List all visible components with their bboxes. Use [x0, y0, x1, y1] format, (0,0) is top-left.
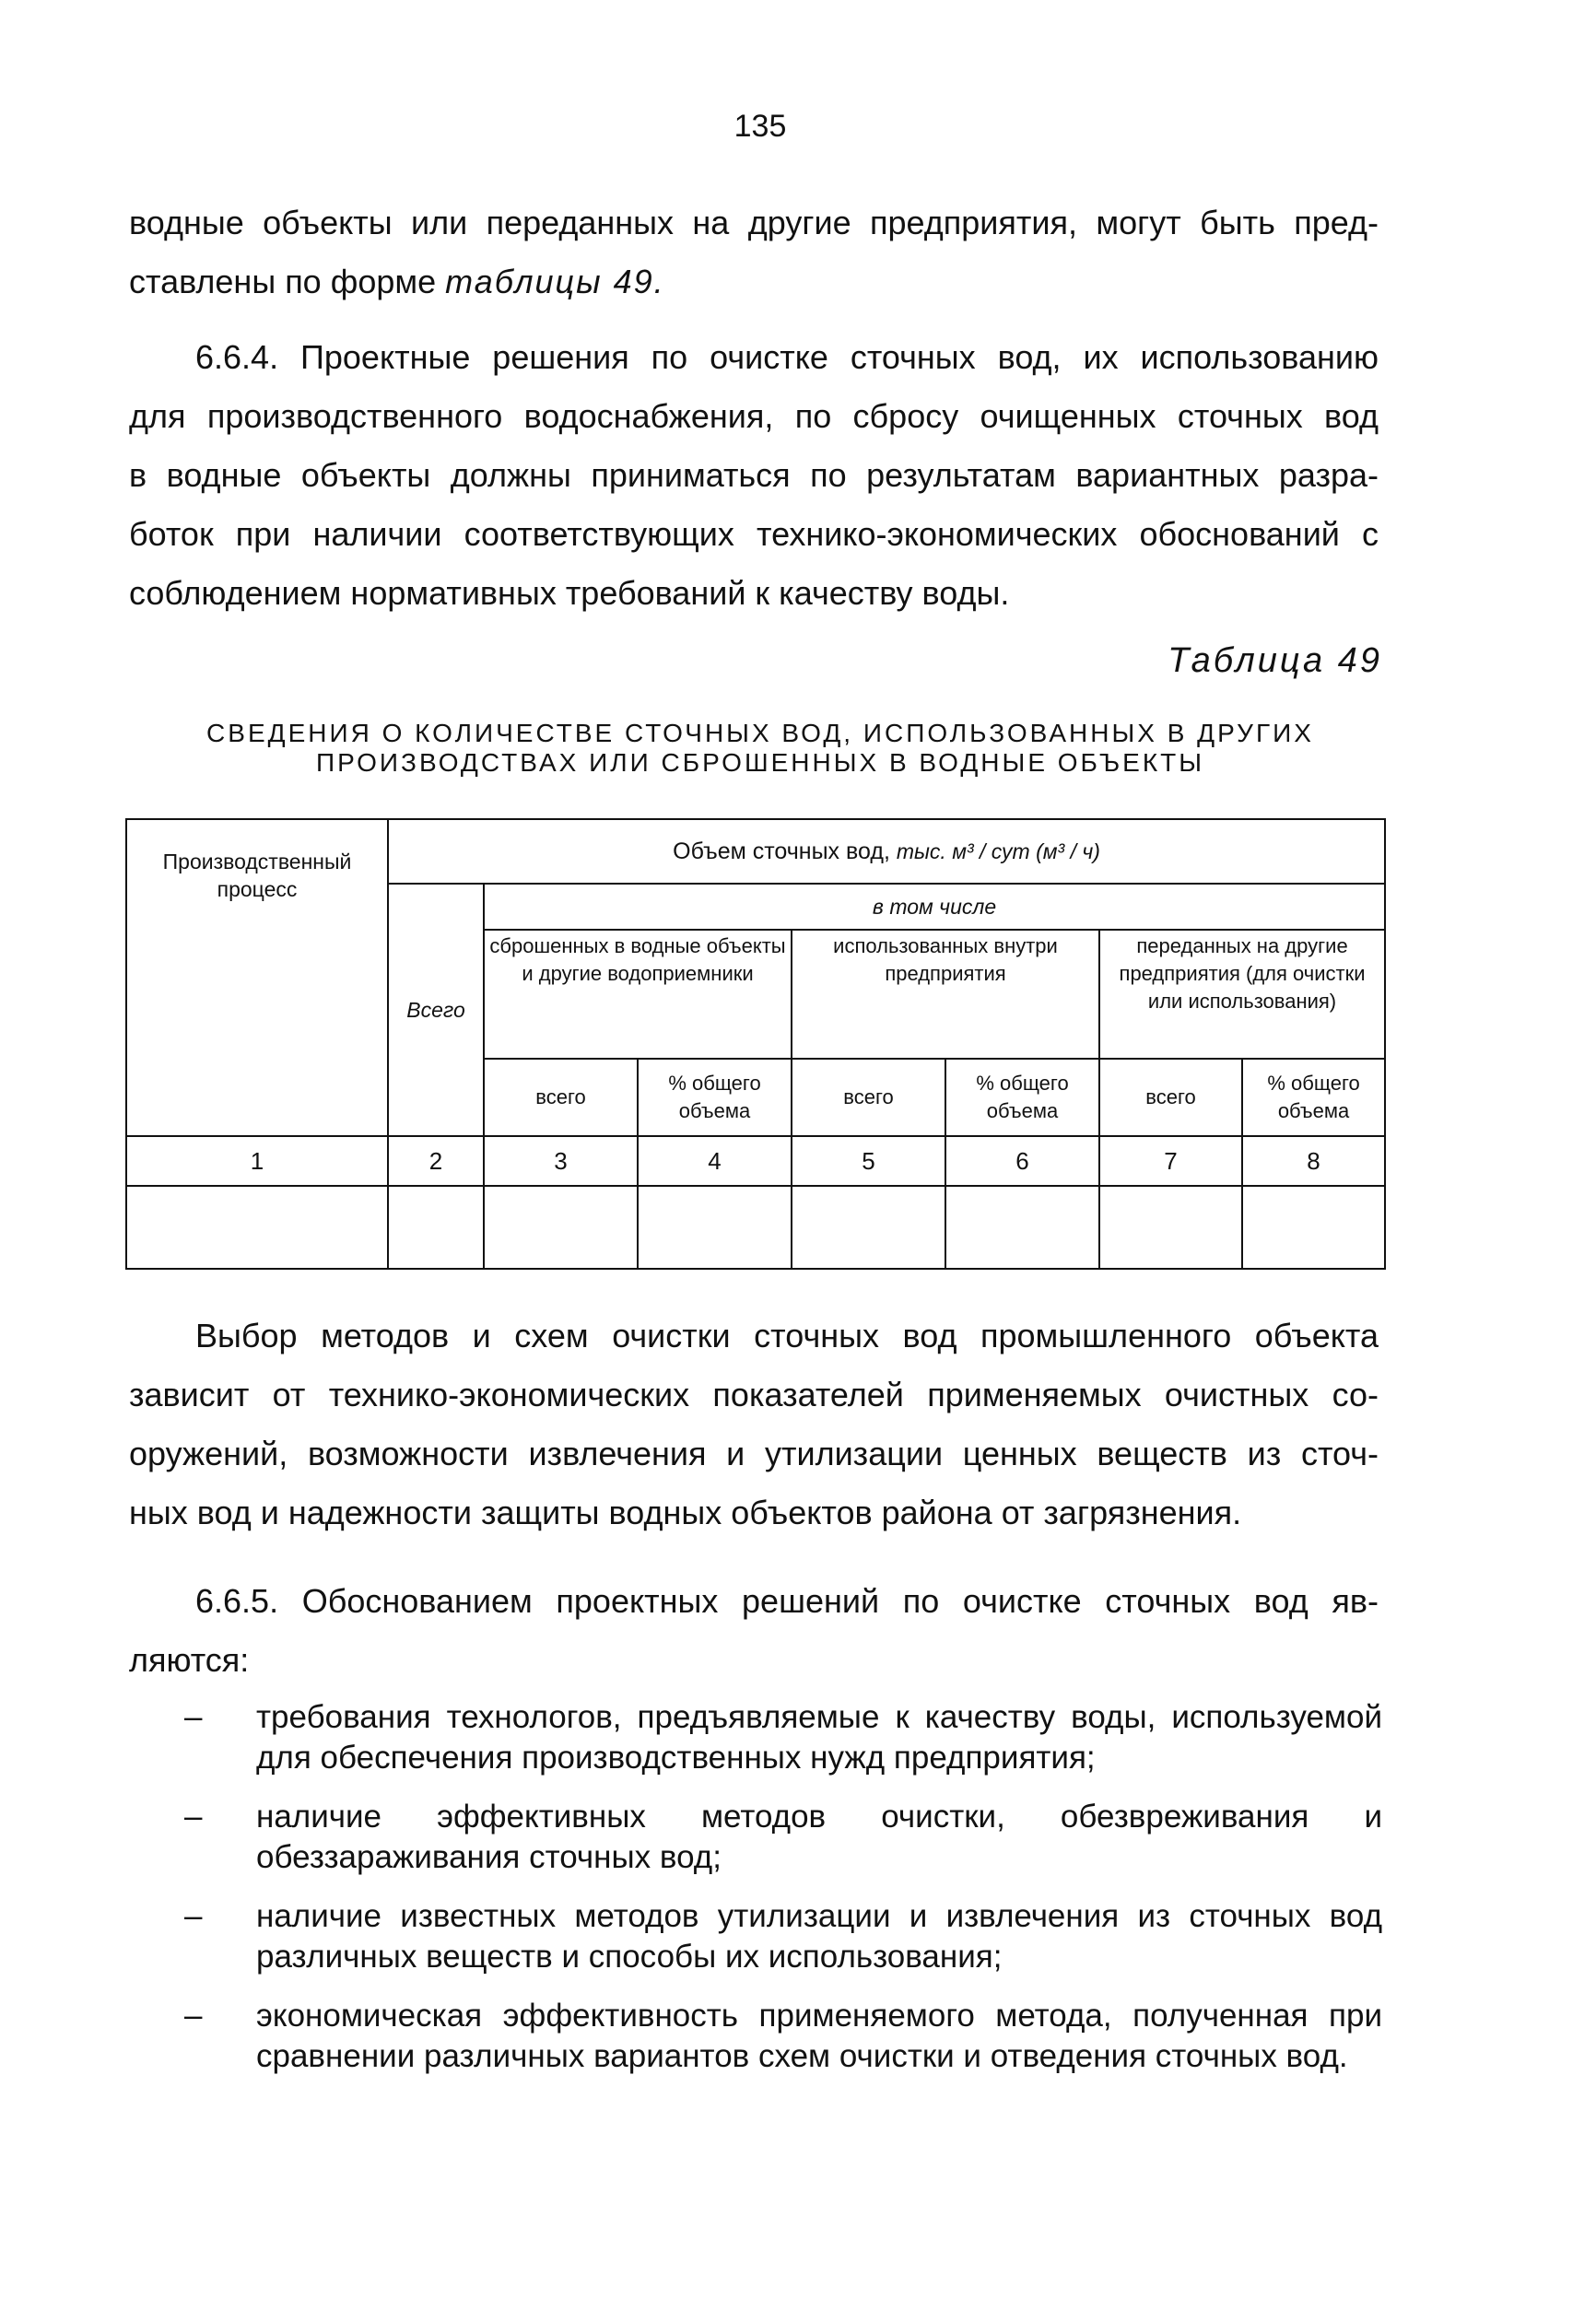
header-including: в том числе — [484, 884, 1385, 930]
list-dash: – — [184, 1898, 203, 1934]
header-discharged: сброшенных в водные объекты и другие водоприемники — [484, 930, 792, 1059]
table-cell — [1242, 1186, 1385, 1269]
subheader-total: всего — [1099, 1059, 1242, 1136]
list-item-text: экономическая эффективность применяемого метода, полученная при сравнении различных вариантов схем очистки и отведения сточных вод. — [256, 1998, 1382, 2074]
paragraph-line: соблюдением нормативных требований к качеству воды. — [129, 574, 1010, 612]
header-total: Всего — [388, 884, 484, 1136]
header-transferred: переданных на другие предприятия (для очистки или использования) — [1099, 930, 1385, 1059]
list-item — [184, 1996, 1382, 2077]
paragraph-text: ставлены по форме — [129, 263, 446, 300]
table-cell — [945, 1186, 1099, 1269]
paragraph-line: ных вод и надежности защиты водных объектов района от загрязнения. — [129, 1494, 1242, 1531]
table-cell — [638, 1186, 792, 1269]
paragraph-line: ляются: — [129, 1641, 250, 1679]
column-number: 8 — [1242, 1136, 1385, 1186]
list-item-text: наличие эффективных методов очистки, обезвреживания и обеззараживания сточных вод; — [256, 1799, 1382, 1875]
table-title-line: ПРОИЗВОДСТВАХ ИЛИ СБРОШЕННЫХ В ВОДНЫЕ ОБЪЕКТЫ — [315, 748, 1205, 777]
list-dash: – — [184, 1799, 203, 1835]
paragraph-line: 6.6.5. Обоснованием проектных решений по очистке сточных вод яв- — [195, 1582, 1379, 1620]
header-volume-unit: тыс. м³ / сут (м³ / ч) — [896, 839, 1100, 863]
paragraph-line: 6.6.4. Проектные решения по очистке сточных вод, их использованию — [195, 338, 1379, 376]
justification-list — [184, 1697, 1382, 2095]
column-number: 5 — [792, 1136, 945, 1186]
page-number: 135 — [733, 109, 787, 144]
table-cell — [484, 1186, 638, 1269]
table-cell — [126, 1186, 388, 1269]
paragraph-6-6-4 — [129, 328, 1379, 623]
header-used-inside: использованных внутри предприятия — [792, 930, 1099, 1059]
paragraph-line: в водные объекты должны приниматься по результатам вариантных разра- — [129, 456, 1379, 494]
paragraph-line: водные объекты или переданных на другие предприятия, могут быть пред- — [129, 204, 1379, 241]
paragraph-line: для производственного водоснабжения, по сбросу очищенных сточных вод — [129, 397, 1379, 435]
table-cell — [1099, 1186, 1242, 1269]
subheader-total: всего — [792, 1059, 945, 1136]
table-reference: таблицы 49. — [445, 263, 665, 300]
subheader-total: всего — [484, 1059, 638, 1136]
list-dash: – — [184, 1998, 203, 2034]
column-number: 3 — [484, 1136, 638, 1186]
header-volume-text: Объем сточных вод, — [673, 838, 897, 864]
column-number: 2 — [388, 1136, 484, 1186]
subheader-percent: % общего объема — [945, 1059, 1099, 1136]
paragraph-continuation — [129, 193, 1379, 311]
paragraph-methods — [129, 1307, 1379, 1542]
paragraph-line: зависит от технико-экономических показателей применяемых очистных со- — [129, 1376, 1379, 1413]
subheader-percent: % общего объема — [1242, 1059, 1385, 1136]
paragraph-6-6-5 — [129, 1572, 1379, 1690]
data-table — [125, 818, 1386, 1270]
column-number: 6 — [945, 1136, 1099, 1186]
table-title-line: СВЕДЕНИЯ О КОЛИЧЕСТВЕ СТОЧНЫХ ВОД, ИСПОЛЬЗОВАННЫХ В ДРУГИХ — [206, 719, 1314, 747]
table-title — [147, 719, 1373, 778]
table-caption: Таблица 49 — [1168, 641, 1382, 680]
header-volume — [388, 819, 1385, 884]
paragraph-line: Выбор методов и схем очистки сточных вод промышленного объекта — [195, 1317, 1379, 1354]
list-item — [184, 1896, 1382, 1977]
column-number: 7 — [1099, 1136, 1242, 1186]
table-row — [126, 1136, 1385, 1186]
column-number: 1 — [126, 1136, 388, 1186]
paragraph-line: боток при наличии соответствующих технико-экономических обоснований с — [129, 515, 1379, 553]
column-number: 4 — [638, 1136, 792, 1186]
subheader-percent: % общего объема — [638, 1059, 792, 1136]
paragraph-line: оружений, возможности извлечения и утилизации ценных веществ из сточ- — [129, 1435, 1379, 1472]
table-cell — [388, 1186, 484, 1269]
table-cell — [792, 1186, 945, 1269]
list-dash: – — [184, 1699, 203, 1735]
list-item-text: требования технологов, предъявляемые к качеству воды, используемой для обеспечения производственных нужд предприятия; — [256, 1699, 1382, 1776]
list-item — [184, 1697, 1382, 1778]
paragraph-line — [129, 252, 1379, 311]
list-item-text: наличие известных методов утилизации и извлечения из сточных вод различных веществ и способы их использования; — [256, 1898, 1382, 1975]
header-process: Производственный процесс — [126, 819, 388, 1136]
list-item — [184, 1797, 1382, 1878]
table-row — [126, 1186, 1385, 1269]
